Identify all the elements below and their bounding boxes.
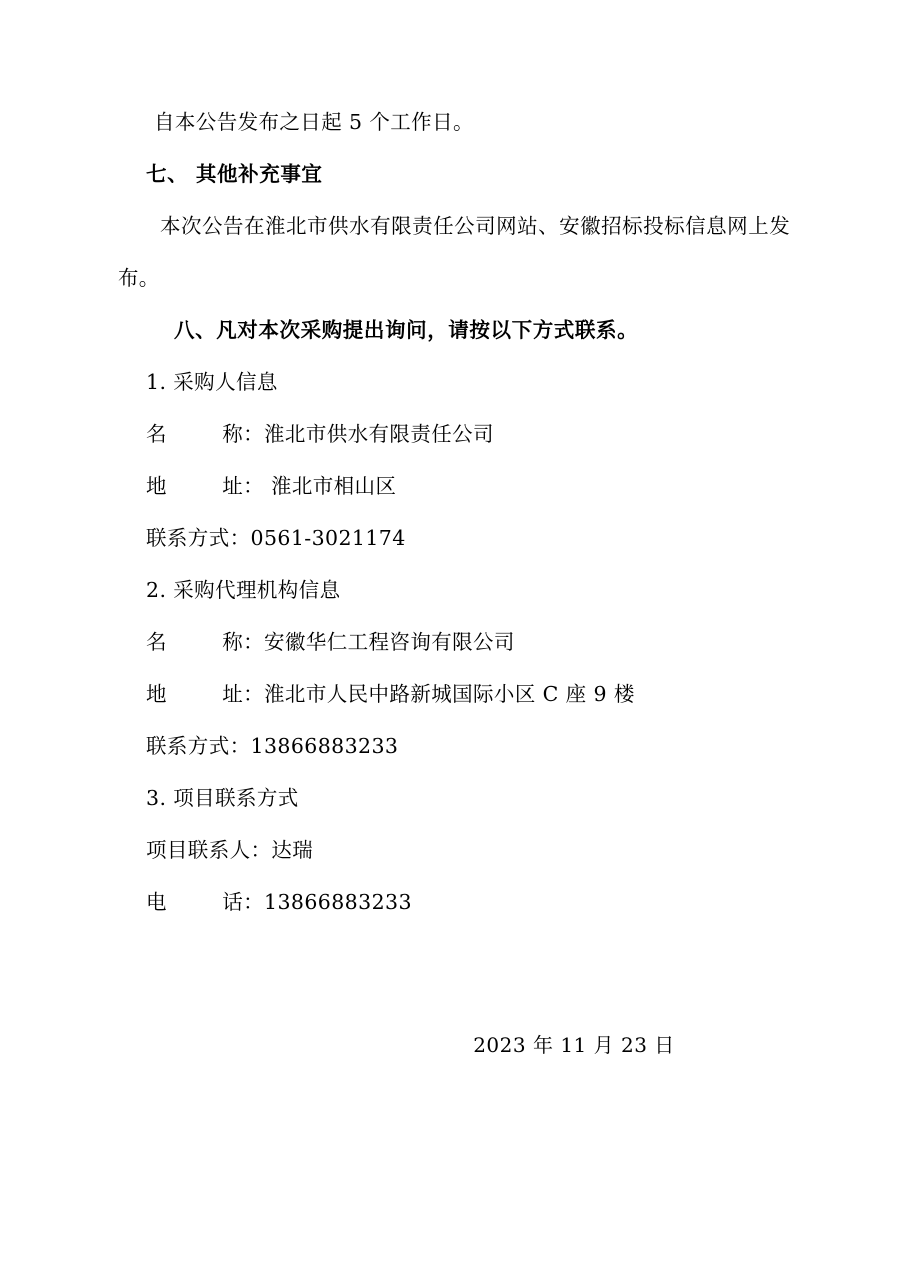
- agency-contact: 联系方式：13866883233: [146, 734, 399, 758]
- purchaser-name: 名 称：淮北市供水有限责任公司: [146, 422, 494, 446]
- agency-address: 地 址：淮北市人民中路新城国际小区 C 座 9 楼: [146, 682, 635, 706]
- subsection-agency-info: 2. 采购代理机构信息: [146, 578, 341, 602]
- paragraph-publication: 本次公告在淮北市供水有限责任公司网站、安徽招标投标信息网上发布。: [118, 214, 790, 290]
- paragraph-deadline: 自本公告发布之日起 5 个工作日。: [154, 110, 474, 134]
- subsection-purchaser-info: 1. 采购人信息: [146, 370, 278, 394]
- subsection-project-contact: 3. 项目联系方式: [146, 786, 299, 810]
- purchaser-contact: 联系方式：0561-3021174: [146, 526, 406, 550]
- purchaser-address: 地 址： 淮北市相山区: [146, 474, 397, 498]
- project-contact-phone: 电 话：13866883233: [146, 890, 412, 914]
- document-body: [118, 96, 790, 928]
- agency-name: 名 称：安徽华仁工程咨询有限公司: [146, 630, 515, 654]
- document-date: 2023 年 11 月 23 日: [473, 1033, 675, 1057]
- section-heading-seven: 七、 其他补充事宜: [146, 162, 323, 186]
- project-contact-person: 项目联系人：达瑞: [146, 838, 314, 862]
- section-heading-eight: 八、凡对本次采购提出询问，请按以下方式联系。: [174, 318, 639, 342]
